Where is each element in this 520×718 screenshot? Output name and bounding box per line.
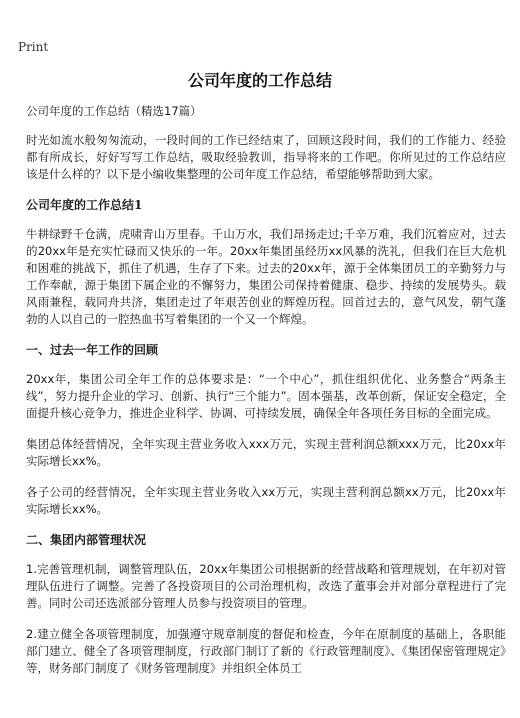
- paragraph: 集团总体经营情况，全年实现主营业务收入xxx万元，实现主营利润总额xxx万元，比20xx年实际增长xx%。: [26, 437, 506, 468]
- paragraph: 各子公司的经营情况，全年实现主营业务收入xx万元，实现主营利润总额xx万元，比20xx年实际增长xx%。: [26, 485, 506, 516]
- paragraph: 1.完善管理机制，调整管理队伍，20xx年集团公司根据新的经营战略和管理规划，在年初对管理队伍进行了调整。完善了各投资项目的公司治理机构，改选了董事会并对部分章程进行了完善。同时公司还选派部分管理人员参与投资项目的管理。: [26, 562, 506, 610]
- paragraph: 牛耕绿野千仓满，虎啸青山万里春。千山万水，我们昂扬走过;千辛万难，我们沉着应对，过去的20xx年是充实忙碌而又快乐的一年。20xx年集团虽经历xx风暴的洗礼，但我们在巨大危机和困难的挑战下，抓住了机遇，生存了下来。过去的20xx年，源于全体集团员工的辛勤努力与工作奉献，源于集团下属企业的不懈努力，集团公司保持着健康、稳步、持续的发展势头。载风雨兼程，载同舟共济，集团走过了年艰苦创业的辉煌历程。回首过去的，意气风发，朝气蓬勃的人以自己的一腔热血书写着集团的一个又一个辉煌。: [26, 227, 506, 326]
- article-heading: 公司年度的工作总结1: [26, 198, 143, 212]
- paragraph: 20xx年，集团公司全年工作的总体要求是：“一个中心”，抓住组织优化、业务整合“两条主线”，努力提升企业的学习、创新、执行“三个能力”。固本强基，改革创新，保证安全稳定，全面提升核心竞争力，推进企业科学、协调、可持续发展，确保全年各项任务目标的全面完成。: [26, 372, 506, 420]
- doc-subtitle: 公司年度的工作总结（精选17篇）: [26, 104, 202, 118]
- intro-paragraph: 时光如流水般匆匆流动，一段时间的工作已经结束了，回顾这段时间，我们的工作能力、经验都有所成长，好好写写工作总结，吸取经验教训，指导将来的工作吧。你所见过的工作总结应该是什么样的？以下是小编收集整理的公司年度工作总结，希望能够帮助到大家。: [26, 133, 506, 181]
- section-heading: 一、过去一年工作的回顾: [26, 343, 159, 357]
- document-body: [26, 103, 506, 691]
- print-label[interactable]: Print: [18, 40, 49, 54]
- paragraph: 2.建立健全各项管理制度，加强遵守规章制度的督促和检查，今年在原制度的基础上，各职能部门建立、健全了各项管理制度，行政部门制订了新的《行政管理制度》、《集团保密管理规定》等，财务部门制度了《财务管理制度》并组织全体员工: [26, 627, 506, 675]
- section-heading: 二、集团内部管理状况: [26, 533, 147, 547]
- page-title: 公司年度的工作总结: [187, 71, 332, 90]
